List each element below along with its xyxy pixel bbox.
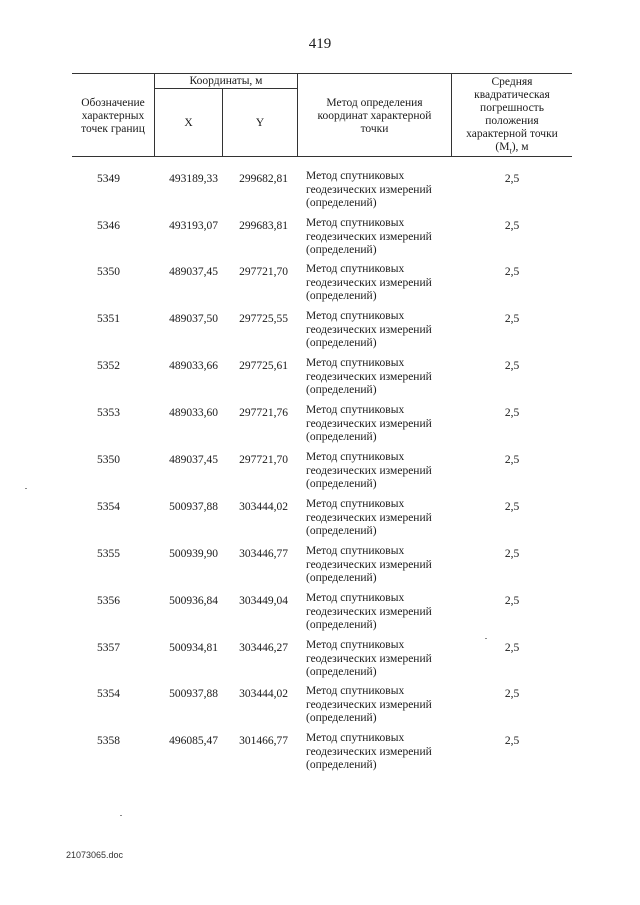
method-line: Метод спутниковых (306, 170, 405, 182)
point-id: 5350 (97, 454, 120, 466)
method-line: геодезических измерений (306, 370, 432, 383)
method-text (306, 310, 456, 351)
coordinate-y: 303446,77 (239, 548, 288, 560)
method-line: геодезических измерений (306, 698, 432, 711)
method-text (306, 357, 456, 398)
mean-square-error: 2,5 (504, 688, 520, 700)
method-line: (определений) (306, 431, 377, 443)
header-error-symbol: (M (495, 141, 510, 153)
page-number: 419 (308, 36, 332, 52)
header-designation-line: точек границ (81, 123, 145, 135)
method-line: (определений) (306, 244, 377, 256)
point-id: 5358 (97, 735, 120, 747)
method-line: (определений) (306, 290, 377, 302)
coordinate-x: 489037,50 (169, 313, 218, 325)
method-line: Метод спутниковых (306, 217, 405, 229)
header-error-line: положения (485, 115, 539, 127)
method-text (306, 404, 456, 445)
header-method-line: Метод определения (326, 97, 423, 109)
header-error-subscript: t (509, 146, 512, 156)
header-error-line (452, 141, 572, 157)
mean-square-error: 2,5 (504, 360, 520, 372)
method-line: (определений) (306, 197, 377, 209)
coordinate-x: 493193,07 (169, 220, 218, 232)
coordinate-y: 299683,81 (239, 220, 288, 232)
method-line: геодезических измерений (306, 605, 432, 618)
method-line: Метод спутниковых (306, 639, 405, 651)
method-line: геодезических измерений (306, 652, 432, 665)
method-line: (определений) (306, 525, 377, 537)
method-text (306, 170, 456, 211)
method-text (306, 217, 456, 258)
coordinate-y: 297721,70 (239, 454, 288, 466)
point-id: 5354 (97, 688, 120, 700)
coordinate-x: 493189,33 (169, 173, 218, 185)
mean-square-error: 2,5 (504, 454, 520, 466)
method-line: геодезических измерений (306, 276, 432, 289)
point-id: 5357 (97, 642, 120, 654)
method-line: Метод спутниковых (306, 592, 405, 604)
point-id: 5354 (97, 501, 120, 513)
table-top-rule (72, 73, 572, 74)
coordinate-y: 303444,02 (239, 688, 288, 700)
mean-square-error: 2,5 (504, 595, 520, 607)
header-method-line: координат характерной (317, 110, 432, 122)
mean-square-error: 2,5 (504, 642, 520, 654)
coordinate-y: 301466,77 (239, 735, 288, 747)
header-designation-line: Обозначение (81, 97, 145, 109)
method-line: (определений) (306, 666, 377, 678)
method-line: (определений) (306, 478, 377, 490)
point-id: 5349 (97, 173, 120, 185)
coordinate-y: 299682,81 (239, 173, 288, 185)
header-error-line: характерной точки (466, 128, 558, 140)
coordinate-y: 303444,02 (239, 501, 288, 513)
mean-square-error: 2,5 (504, 220, 520, 232)
method-line: (определений) (306, 337, 377, 349)
mean-square-error: 2,5 (504, 735, 520, 747)
coordinate-x: 500937,88 (169, 501, 218, 513)
coordinate-y: 303446,27 (239, 642, 288, 654)
method-line: Метод спутниковых (306, 685, 405, 697)
coordinate-y: 297725,55 (239, 313, 288, 325)
scan-speck (120, 815, 122, 816)
method-line: геодезических измерений (306, 183, 432, 196)
mean-square-error: 2,5 (504, 313, 520, 325)
point-id: 5356 (97, 595, 120, 607)
coordinate-x: 489033,66 (169, 360, 218, 372)
method-line: (определений) (306, 572, 377, 584)
coordinate-y: 297721,70 (239, 266, 288, 278)
coordinate-x: 500934,81 (169, 642, 218, 654)
header-error-line: квадратическая (474, 89, 550, 101)
point-id: 5355 (97, 548, 120, 560)
method-line: геодезических измерений (306, 464, 432, 477)
method-line: (определений) (306, 712, 377, 724)
header-coordinates: Координаты, м (189, 75, 263, 87)
method-line: Метод спутниковых (306, 310, 405, 322)
method-line: Метод спутниковых (306, 545, 405, 557)
method-line: Метод спутниковых (306, 404, 405, 416)
method-line: геодезических измерений (306, 745, 432, 758)
method-line: (определений) (306, 384, 377, 396)
method-text (306, 732, 456, 773)
header-error (452, 76, 572, 157)
method-line: геодезических измерений (306, 417, 432, 430)
scan-speck (25, 488, 27, 489)
method-line: (определений) (306, 759, 377, 771)
mean-square-error: 2,5 (504, 266, 520, 278)
method-line: (определений) (306, 619, 377, 631)
method-line: Метод спутниковых (306, 357, 405, 369)
point-id: 5353 (97, 407, 120, 419)
header-error-line: Средняя (491, 76, 533, 88)
method-text (306, 451, 456, 492)
header-error-unit: ), м (511, 141, 529, 153)
coordinates-subheader-rule (155, 88, 297, 89)
header-error-line: погрешность (480, 102, 544, 114)
header-designation-line: характерных (81, 110, 145, 122)
coordinate-x: 489037,45 (169, 266, 218, 278)
mean-square-error: 2,5 (504, 548, 520, 560)
mean-square-error: 2,5 (504, 407, 520, 419)
header-designation (72, 97, 154, 136)
point-id: 5346 (97, 220, 120, 232)
point-id: 5351 (97, 313, 120, 325)
scan-speck (485, 638, 487, 639)
point-id: 5350 (97, 266, 120, 278)
header-method-line: точки (360, 123, 389, 135)
method-line: Метод спутниковых (306, 451, 405, 463)
coordinate-x: 489033,60 (169, 407, 218, 419)
method-line: геодезических измерений (306, 230, 432, 243)
method-text (306, 545, 456, 586)
coordinate-y: 303449,04 (239, 595, 288, 607)
header-y: Y (255, 117, 265, 129)
coordinate-x: 500936,84 (169, 595, 218, 607)
coordinate-x: 496085,47 (169, 735, 218, 747)
mean-square-error: 2,5 (504, 501, 520, 513)
method-line: Метод спутниковых (306, 498, 405, 510)
method-line: геодезических измерений (306, 558, 432, 571)
coordinate-x: 500939,90 (169, 548, 218, 560)
method-text (306, 639, 456, 680)
header-x: X (184, 117, 193, 129)
coordinate-y: 297725,61 (239, 360, 288, 372)
method-line: Метод спутниковых (306, 263, 405, 275)
mean-square-error: 2,5 (504, 173, 520, 185)
method-text (306, 263, 456, 304)
method-text (306, 592, 456, 633)
header-method (298, 97, 451, 136)
coordinate-x: 489037,45 (169, 454, 218, 466)
method-line: Метод спутниковых (306, 732, 405, 744)
method-line: геодезических измерений (306, 511, 432, 524)
method-line: геодезических измерений (306, 323, 432, 336)
coordinate-x: 500937,88 (169, 688, 218, 700)
method-text (306, 685, 456, 726)
document-filename: 21073065.doc (66, 850, 124, 860)
method-text (306, 498, 456, 539)
point-id: 5352 (97, 360, 120, 372)
coordinate-y: 297721,76 (239, 407, 288, 419)
